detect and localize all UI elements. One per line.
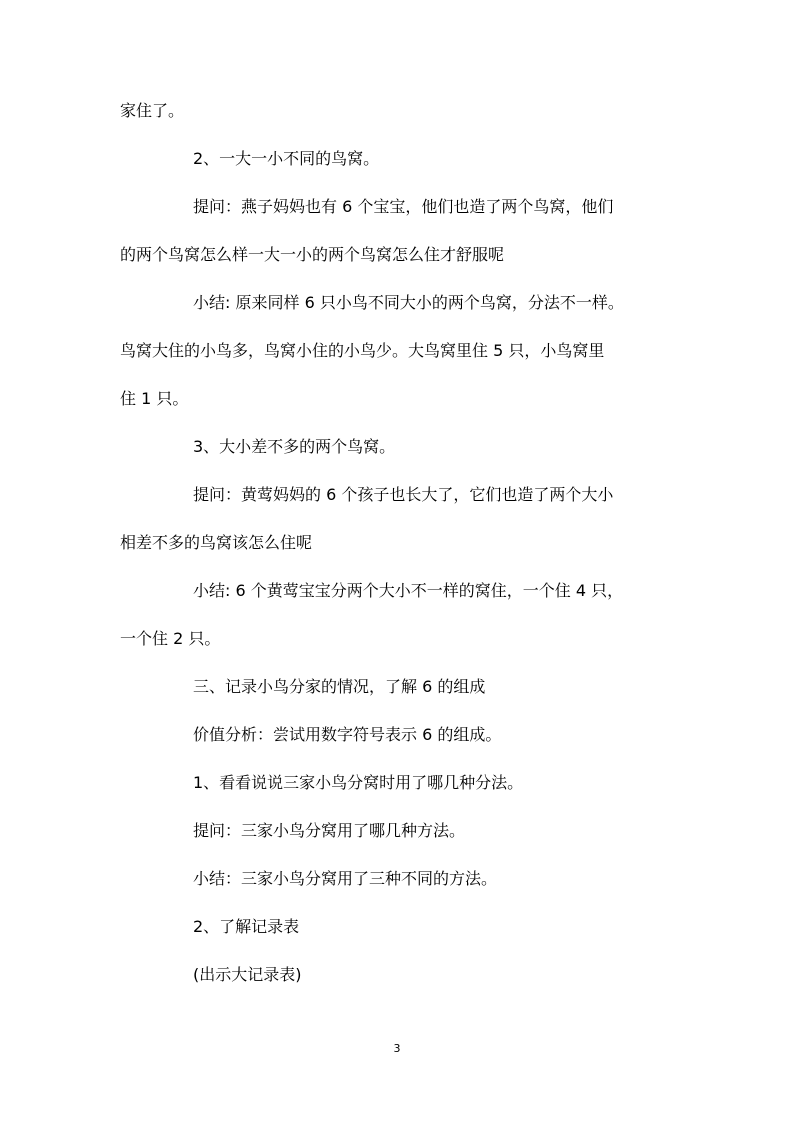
paragraph-line: 一个住 2 只。 [120,629,221,648]
major-heading: 三、记录小鸟分家的情况，了解 6 的组成 [193,677,486,696]
section-heading: 1、看看说说三家小鸟分窝时用了哪几种分法。 [193,773,524,792]
section-heading: 2、一大一小不同的鸟窝。 [193,149,380,168]
section-heading: 2、了解记录表 [193,917,300,936]
page-number: 3 [393,1042,401,1055]
summary-line: 小结: 原来同样 6 只小鸟不同大小的两个鸟窝，分法不一样。 [193,293,624,312]
question-line: 提问：燕子妈妈也有 6 个宝宝，他们也造了两个鸟窝，他们 [193,197,614,216]
summary-line: 小结：三家小鸟分窝用了三种不同的方法。 [193,869,498,888]
paragraph-line: 住 1 只。 [120,389,189,408]
summary-line: 小结: 6 个黄莺宝宝分两个大小不一样的窝住，一个住 4 只， [193,581,624,600]
question-line: 提问：黄莺妈妈的 6 个孩子也长大了，它们也造了两个大小 [193,485,614,504]
instruction-line: (出示大记录表) [193,965,302,984]
analysis-line: 价值分析：尝试用数字符号表示 6 的组成。 [193,725,502,744]
section-heading: 3、大小差不多的两个鸟窝。 [193,437,396,456]
paragraph-line: 相差不多的鸟窝该怎么住呢 [120,533,313,552]
paragraph-line: 家住了。 [120,101,185,120]
question-line: 提问：三家小鸟分窝用了哪几种方法。 [193,821,466,840]
paragraph-line: 的两个鸟窝怎么样一大一小的两个鸟窝怎么住才舒服呢 [120,245,505,264]
paragraph-line: 鸟窝大住的小鸟多，鸟窝小住的小鸟少。大鸟窝里住 5 只，小鸟窝里 [120,341,605,360]
